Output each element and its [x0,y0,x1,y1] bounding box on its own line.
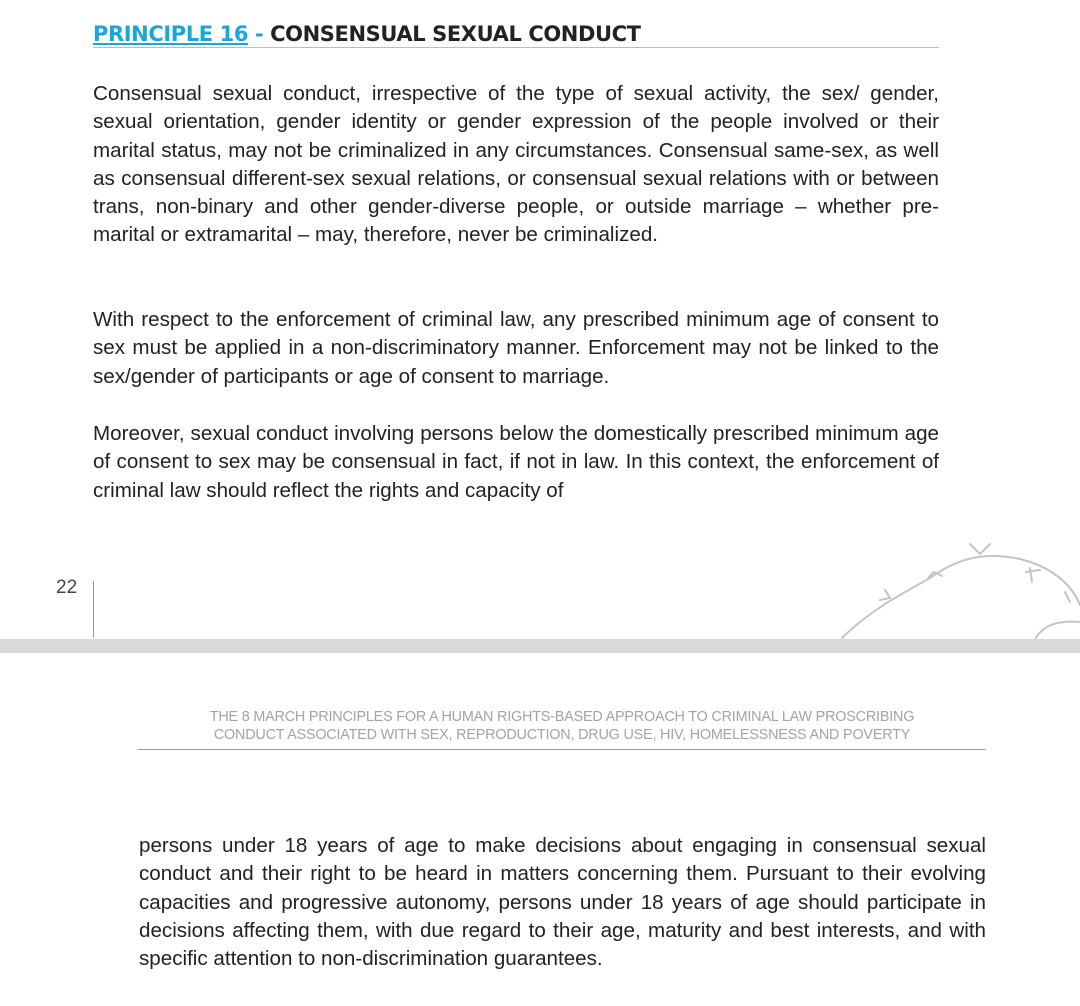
body-paragraph-3: Moreover, sexual conduct involving persons below the domestically prescribed minimum age of consent to sex may be consensual in fact, if not in law. In this context, the enforcement of criminal law should reflect the rights and capacity of [93,422,939,502]
body-paragraph-4: persons under 18 years of age to make decisions about engaging in consensual sexual conduct and their right to be heard in matters concerning them. Pursuant to their evolving capacities and progressive autonomy, persons under 18 years of age should participate in decisions affecting them, with due regard to their age, maturity and best interests, and with specific attention to non-discrimination guarantees. [139,834,986,971]
body-paragraph-1: Consensual sexual conduct, irrespective of the type of sexual activity, the sex/ gender, sexual orientation, gender identity or gender expression of the people involved or their marital status, may not be criminalized in any circumstances. Consensual same-sex, as well as consensual different-sex sexual relations, or consensual sexual relations with or between trans, non-binary and other gender-diverse people, or outside marriage – whether pre-marital or extramarital – may, therefore, never be criminalized. [93,82,939,247]
footer-divider [138,749,986,750]
page-break-gap [0,639,1080,653]
principle-number: PRINCIPLE 16 [93,22,249,46]
page-number: 22 [56,577,78,598]
footer-line-2: CONDUCT ASSOCIATED WITH SEX, REPRODUCTION, DRUG USE, HIV, HOMELESSNESS AND POVERTY [213,727,911,743]
decorative-wreath-illustration [830,530,1080,640]
heading-separator: - [248,22,271,46]
footer-line-1: THE 8 MARCH PRINCIPLES FOR A HUMAN RIGHTS-BASED APPROACH TO CRIMINAL LAW PROSCRIBING [209,709,915,725]
body-paragraph-2: With respect to the enforcement of criminal law, any prescribed minimum age of consent to sex must be applied in a non-discriminatory manner. Enforcement may not be linked to the sex/gender of participants or age of consent to marriage. [93,308,939,388]
running-footer [138,708,986,744]
principle-title: CONSENSUAL SEXUAL CONDUCT [270,22,641,46]
principle-heading [93,22,939,48]
page-number-divider [93,581,94,638]
